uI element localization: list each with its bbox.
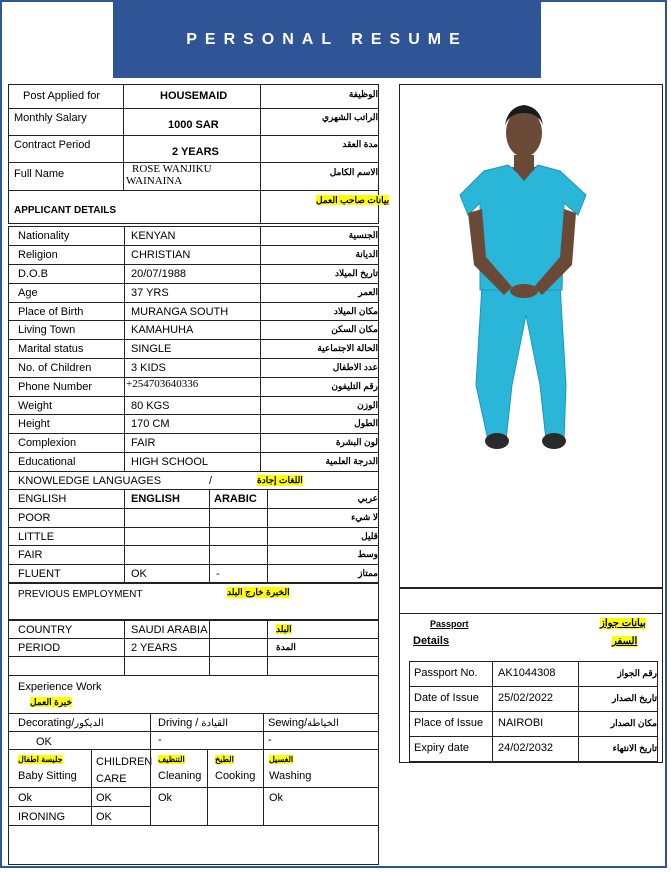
detail-label: Nationality bbox=[8, 226, 125, 246]
detail-value: 20/07/1988 bbox=[124, 264, 261, 284]
passport-ar1-cell bbox=[600, 617, 646, 629]
salary-ar: الراتب الشهري bbox=[260, 108, 379, 136]
detail-label: Complexion bbox=[8, 433, 125, 453]
contract-value: 2 YEARS bbox=[123, 135, 261, 163]
lang-ar: وسط bbox=[267, 545, 379, 565]
passport-title: Passport bbox=[430, 619, 469, 629]
detail-label: No. of Children bbox=[8, 358, 125, 378]
children-label1: CHILDREN bbox=[96, 756, 153, 768]
detail-value: KENYAN bbox=[124, 226, 261, 246]
detail-label: Height bbox=[8, 414, 125, 434]
contract-ar: مدة العقد bbox=[260, 135, 379, 163]
detail-value: 80 KGS bbox=[124, 396, 261, 415]
passport-row-ar: تاريخ الانتهاء bbox=[578, 736, 658, 762]
detail-ar: مكان الميلاد bbox=[260, 302, 379, 321]
lang-english-value bbox=[124, 545, 210, 565]
passport-row-label: Place of Issue bbox=[409, 711, 493, 737]
detail-value: HIGH SCHOOL bbox=[124, 452, 261, 472]
sewing-header bbox=[263, 713, 379, 732]
washing-value: Ok bbox=[263, 787, 379, 826]
lang-ar: ممتاز bbox=[267, 564, 379, 584]
applicant-label: APPLICANT DETAILS bbox=[8, 190, 261, 224]
ironing-value: OK bbox=[91, 806, 151, 826]
country-ar: البلد bbox=[276, 624, 292, 634]
country-label: COUNTRY bbox=[8, 620, 125, 639]
period-value: 2 YEARS bbox=[124, 638, 210, 657]
driving-label: Driving / bbox=[158, 717, 199, 729]
experience-header bbox=[8, 675, 379, 714]
lang-ar: لا شيء bbox=[267, 508, 379, 528]
driving-header bbox=[150, 713, 264, 732]
lang-level-label: FLUENT bbox=[8, 564, 125, 584]
lang-english-value bbox=[124, 508, 210, 528]
lang-level-label: ENGLISH bbox=[8, 489, 125, 509]
period-label: PERIOD bbox=[8, 638, 125, 657]
lang-english-value: ENGLISH bbox=[124, 489, 210, 509]
detail-ar: الدرجة العلمية bbox=[260, 452, 379, 472]
applicant-ar-cell bbox=[260, 190, 390, 224]
cleaning-label: Cleaning bbox=[158, 770, 202, 782]
languages-ar: اللغات إجادة bbox=[257, 475, 303, 485]
washing-label: Washing bbox=[269, 770, 312, 782]
driving-value: - bbox=[150, 731, 264, 750]
passport-row-value: 25/02/2022 bbox=[492, 686, 579, 712]
passport-row-value: NAIROBI bbox=[492, 711, 579, 737]
detail-ar: تاريخ الميلاد bbox=[260, 264, 379, 284]
sewing-value: - bbox=[263, 731, 379, 750]
detail-ar: الطول bbox=[260, 414, 379, 434]
passport-row-label: Date of Issue bbox=[409, 686, 493, 712]
cooking-label: Cooking bbox=[215, 770, 256, 782]
page-title: PERSONAL RESUME bbox=[113, 0, 541, 78]
country-ar-cell bbox=[267, 620, 379, 639]
driving-ar: القيادة bbox=[201, 718, 229, 729]
detail-ar: مكان السكن bbox=[260, 320, 379, 340]
detail-value: SINGLE bbox=[124, 339, 261, 359]
detail-label: Educational bbox=[8, 452, 125, 472]
previous-header bbox=[8, 582, 379, 620]
detail-value: MURANGA SOUTH bbox=[124, 302, 261, 321]
passport-row-label: Expiry date bbox=[409, 736, 493, 762]
detail-label: Place of Birth bbox=[8, 302, 125, 321]
lang-english-value: OK bbox=[124, 564, 210, 584]
salary-value: 1000 SAR bbox=[123, 108, 261, 136]
lang-level-label: FAIR bbox=[8, 545, 125, 565]
languages-label: KNOWLEDGE LANGUAGES bbox=[18, 475, 162, 487]
passport-top-strip bbox=[400, 589, 662, 614]
cooking-value bbox=[207, 787, 264, 826]
applicant-photo bbox=[400, 85, 662, 587]
experience-label: Experience Work bbox=[18, 681, 102, 693]
detail-label: Living Town bbox=[8, 320, 125, 340]
cleaning-ar: التنظيف bbox=[158, 755, 185, 764]
babysitting-value: Ok bbox=[8, 787, 92, 807]
washing-ar: الغسيل bbox=[269, 755, 294, 764]
detail-ar: الوزن bbox=[260, 396, 379, 415]
detail-value: KAMAHUHA bbox=[124, 320, 261, 340]
previous-label: PREVIOUS EMPLOYMENT bbox=[18, 589, 143, 600]
contract-label: Contract Period bbox=[8, 135, 124, 163]
lang-ar: عربي bbox=[267, 489, 379, 509]
decorating-header bbox=[8, 713, 151, 732]
passport-ar1: بيانات جواز bbox=[600, 618, 646, 629]
children-value: OK bbox=[91, 787, 151, 807]
detail-label: Marital status bbox=[8, 339, 125, 359]
detail-label: Phone Number bbox=[8, 377, 125, 397]
photo-frame bbox=[399, 84, 663, 588]
detail-ar: الحالة الاجتماعية bbox=[260, 339, 379, 359]
languages-header bbox=[8, 471, 379, 490]
passport-ar2: السفر bbox=[612, 636, 638, 647]
lang-english-value bbox=[124, 527, 210, 546]
passport-ar2-cell bbox=[612, 635, 637, 647]
blank-row-a bbox=[8, 656, 125, 676]
fullname-value bbox=[123, 162, 261, 191]
detail-label: D.O.B bbox=[8, 264, 125, 284]
detail-ar: لون البشرة bbox=[260, 433, 379, 453]
sewing-label: Sewing/ bbox=[268, 717, 308, 729]
passport-row-ar: مكان الصدار bbox=[578, 711, 658, 737]
experience-ar: خبرة العمل bbox=[30, 697, 73, 707]
salary-label: Monthly Salary bbox=[8, 108, 124, 136]
cooking-cell bbox=[207, 749, 264, 788]
lang-level-label: POOR bbox=[8, 508, 125, 528]
period-ar: المدة bbox=[267, 638, 379, 657]
children-label2: CARE bbox=[96, 773, 127, 785]
bottom-blank bbox=[8, 825, 379, 865]
babysitting-ar: جليسة اطفال bbox=[18, 755, 63, 764]
passport-row-label: Passport No. bbox=[409, 661, 493, 687]
sewing-ar: الخياطة bbox=[307, 718, 339, 729]
cleaning-cell bbox=[150, 749, 208, 788]
detail-value: 170 CM bbox=[124, 414, 261, 434]
lang-arabic-value bbox=[209, 527, 268, 546]
detail-value: FAIR bbox=[124, 433, 261, 453]
passport-row-ar: رقم الجواز bbox=[578, 661, 658, 687]
passport-subtitle: Details bbox=[413, 635, 450, 647]
detail-value: CHRISTIAN bbox=[124, 245, 261, 265]
passport-row-ar: تاريخ الصدار bbox=[578, 686, 658, 712]
post-label: Post Applied for bbox=[8, 84, 124, 109]
passport-box bbox=[399, 588, 663, 763]
babysitting-cell bbox=[8, 749, 92, 788]
lang-arabic-value bbox=[209, 545, 268, 565]
passport-row-value: 24/02/2032 bbox=[492, 736, 579, 762]
period-blank bbox=[209, 638, 268, 657]
detail-label: Weight bbox=[8, 396, 125, 415]
decorating-ar: الديكور bbox=[74, 718, 104, 729]
decorating-value: OK bbox=[8, 731, 151, 750]
cleaning-value: Ok bbox=[150, 787, 208, 826]
lang-level-label: LITTLE bbox=[8, 527, 125, 546]
lang-arabic-value bbox=[209, 508, 268, 528]
detail-value: 3 KIDS bbox=[124, 358, 261, 378]
fullname-line1: ROSE WANJIKU bbox=[132, 163, 212, 175]
post-value: HOUSEMAID bbox=[123, 84, 261, 109]
lang-arabic-value: - bbox=[209, 564, 268, 584]
detail-ar: الديانة bbox=[260, 245, 379, 265]
fullname-ar: الاسم الكامل bbox=[260, 162, 379, 191]
detail-label: Age bbox=[8, 283, 125, 303]
children-care-cell bbox=[91, 749, 151, 788]
detail-ar: عدد الاطفال bbox=[260, 358, 379, 378]
post-ar: الوظيفة bbox=[260, 84, 379, 109]
detail-ar: الجنسية bbox=[260, 226, 379, 246]
detail-label: Religion bbox=[8, 245, 125, 265]
ironing-label: IRONING bbox=[8, 806, 92, 826]
languages-slash: / bbox=[209, 475, 213, 487]
detail-ar: العمر bbox=[260, 283, 379, 303]
detail-value: +254703640336 bbox=[124, 377, 261, 397]
washing-cell bbox=[263, 749, 379, 788]
applicant-ar: بيانات صاحب العمل bbox=[316, 195, 390, 205]
detail-ar: رقم التليفون bbox=[260, 377, 379, 397]
lang-arabic-value: ARABIC bbox=[209, 489, 268, 509]
blank-row-b bbox=[124, 656, 210, 676]
fullname-label: Full Name bbox=[8, 162, 124, 191]
decorating-label: Decorating/ bbox=[18, 717, 75, 729]
country-blank bbox=[209, 620, 268, 639]
detail-value: 37 YRS bbox=[124, 283, 261, 303]
blank-row-d bbox=[267, 656, 379, 676]
babysitting-label: Baby Sitting bbox=[18, 770, 77, 782]
fullname-line2: WAINAINA bbox=[126, 175, 183, 187]
blank-row-c bbox=[209, 656, 268, 676]
previous-ar: الخبرة خارج البلد bbox=[227, 587, 290, 597]
country-value: SAUDI ARABIA bbox=[124, 620, 210, 639]
lang-ar: قليل bbox=[267, 527, 379, 546]
passport-row-value: AK1044308 bbox=[492, 661, 579, 687]
cooking-ar: الطبخ bbox=[215, 755, 234, 764]
